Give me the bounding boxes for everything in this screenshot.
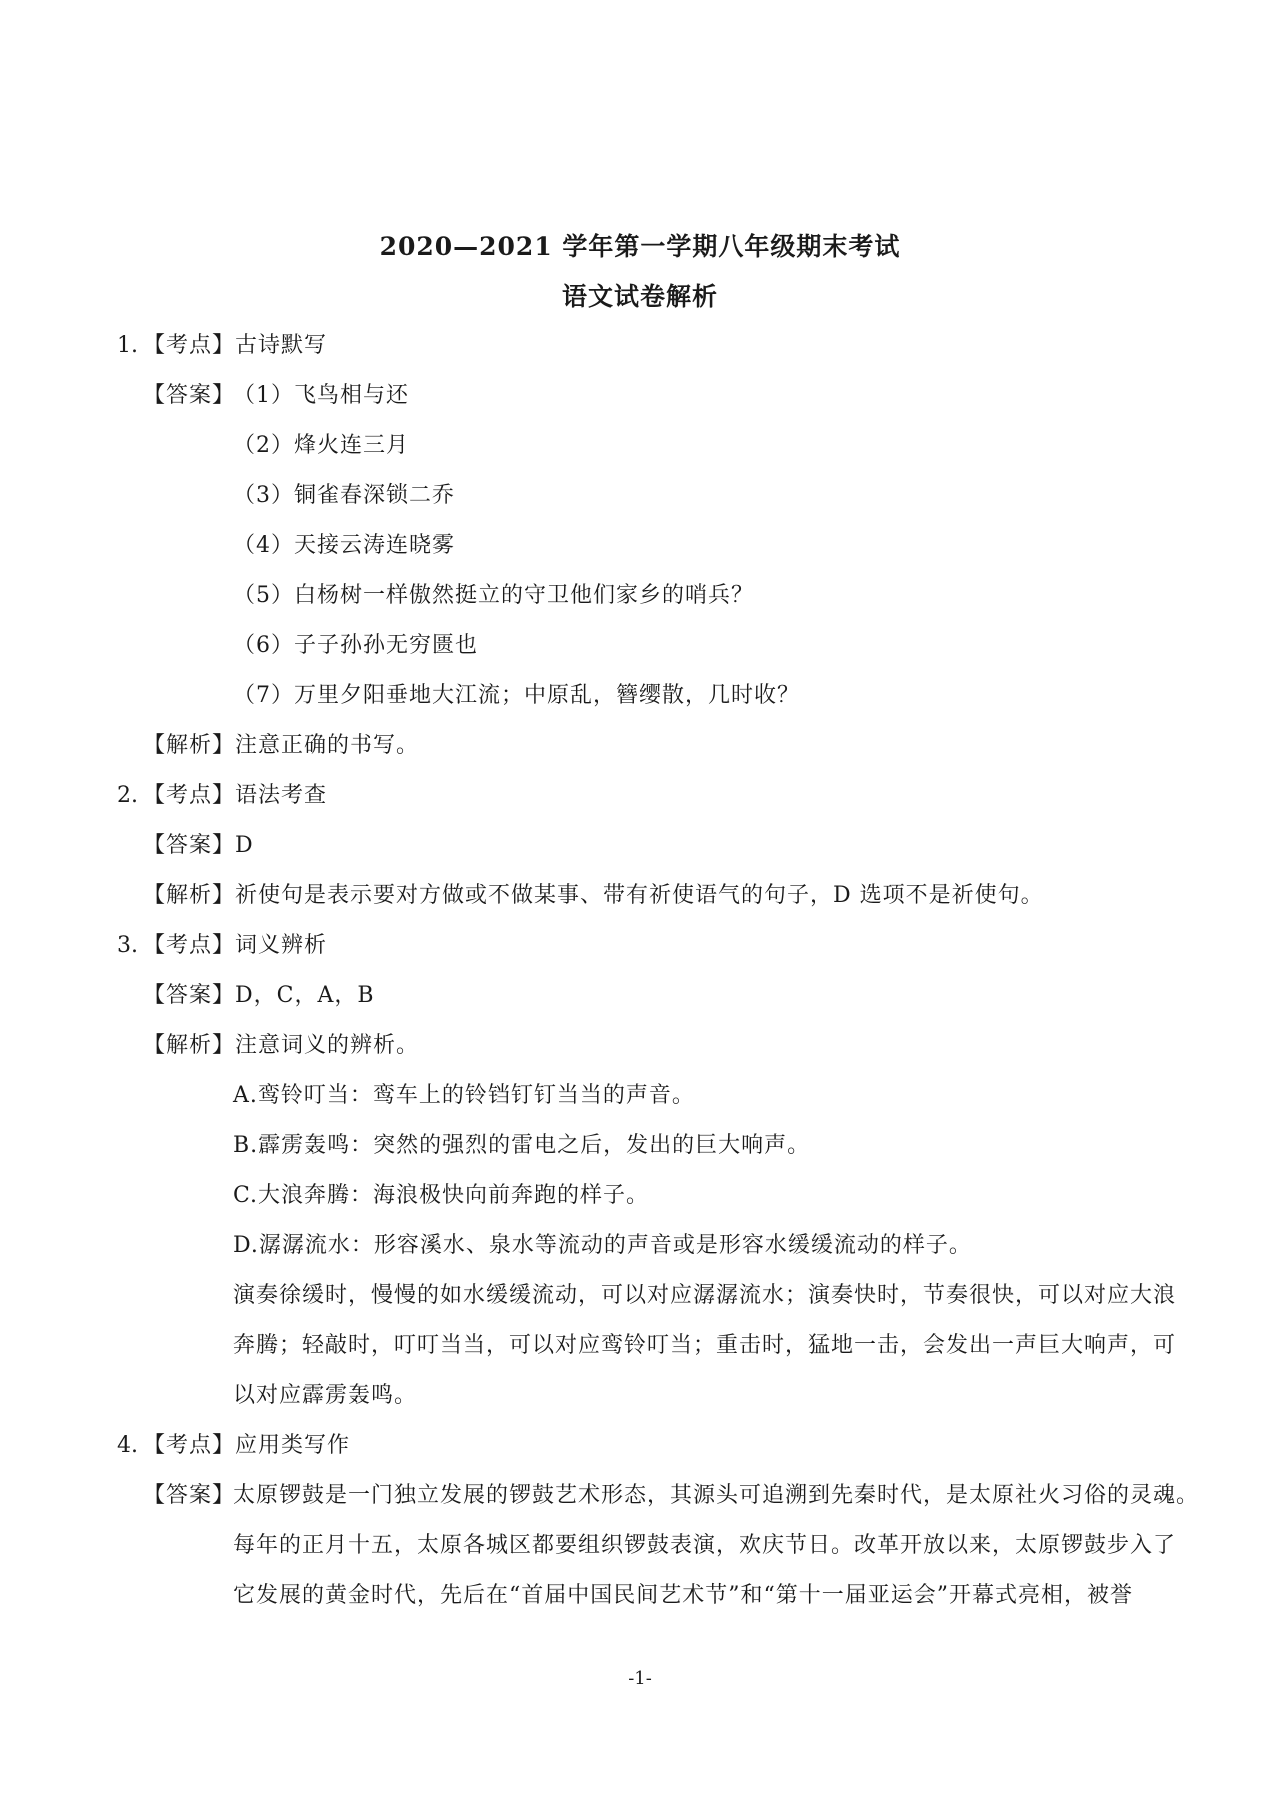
q3-item-a: A.鸾铃叮当：鸾车上的铃铛钉钉当当的声音。 — [233, 1083, 695, 1108]
q3-item-c: C.大浪奔腾：海浪极快向前奔跑的样子。 — [233, 1183, 650, 1208]
q4-answer-line-2: 每年的正月十五，太原各城区都要组织锣鼓表演，欢庆节日。改革开放以来，太原锣鼓步入了 — [233, 1533, 1177, 1558]
q3-paragraph-line-1: 演奏徐缓时，慢慢的如水缓缓流动，可以对应潺潺流水；演奏快时，节奏很快，可以对应大浪 — [233, 1283, 1177, 1308]
q4-topic: 【考点】应用类写作 — [143, 1433, 351, 1458]
q1-answer-tag: 【答案】 — [143, 383, 236, 408]
q2-analysis: 【解析】祈使句是表示要对方做或不做某事、带有祈使语气的句子，D 选项不是祈使句。 — [143, 883, 1044, 908]
q4-answer-line-1: 太原锣鼓是一门独立发展的锣鼓艺术形态，其源头可追溯到先秦时代，是太原社火习俗的灵魂。 — [233, 1483, 1200, 1508]
q2-answer: 【答案】D — [143, 833, 254, 858]
q3-topic: 【考点】词义辨析 — [143, 933, 328, 958]
q3-paragraph-line-2: 奔腾；轻敲时，叮叮当当，可以对应鸾铃叮当；重击时，猛地一击，会发出一声巨大响声，可 — [233, 1333, 1177, 1358]
page-number: -1- — [628, 1668, 652, 1689]
q1-answer-6: （6）子子孙孙无穷匮也 — [233, 633, 478, 658]
q2-number: 2. — [117, 783, 138, 808]
q3-number: 3. — [117, 933, 138, 958]
q1-answer-2: （2）烽火连三月 — [233, 433, 409, 458]
q1-answer-4: （4）天接云涛连晓雾 — [233, 533, 455, 558]
q1-answer-7: （7）万里夕阳垂地大江流；中原乱，簪缨散，几时收？ — [233, 683, 800, 708]
q2-topic: 【考点】语法考查 — [143, 783, 328, 808]
q3-item-b: B.霹雳轰鸣：突然的强烈的雷电之后，发出的巨大响声。 — [233, 1133, 811, 1158]
q3-item-d: D.潺潺流水：形容溪水、泉水等流动的声音或是形容水缓缓流动的样子。 — [233, 1233, 972, 1258]
q1-number: 1. — [117, 333, 138, 358]
q3-answer: 【答案】D，C，A，B — [143, 983, 375, 1008]
q1-answer-3: （3）铜雀春深锁二乔 — [233, 483, 455, 508]
q1-topic: 【考点】古诗默写 — [143, 333, 328, 358]
q3-paragraph-line-3: 以对应霹雳轰鸣。 — [233, 1383, 418, 1408]
q4-number: 4. — [117, 1433, 138, 1458]
q3-analysis: 【解析】注意词义的辨析。 — [143, 1033, 420, 1058]
document-subtitle: 语文试卷解析 — [561, 282, 718, 311]
q4-answer-tag: 【答案】 — [143, 1483, 236, 1508]
q4-answer-line-3: 它发展的黄金时代，先后在“首届中国民间艺术节”和“第十一届亚运会”开幕式亮相，被誉 — [233, 1583, 1133, 1608]
q1-answer-1: （1）飞鸟相与还 — [233, 383, 409, 408]
document-title: 2020—2021 学年第一学期八年级期末考试 — [379, 232, 901, 261]
q1-analysis: 【解析】注意正确的书写。 — [143, 733, 420, 758]
q1-answer-5: （5）白杨树一样傲然挺立的守卫他们家乡的哨兵？ — [233, 583, 754, 608]
